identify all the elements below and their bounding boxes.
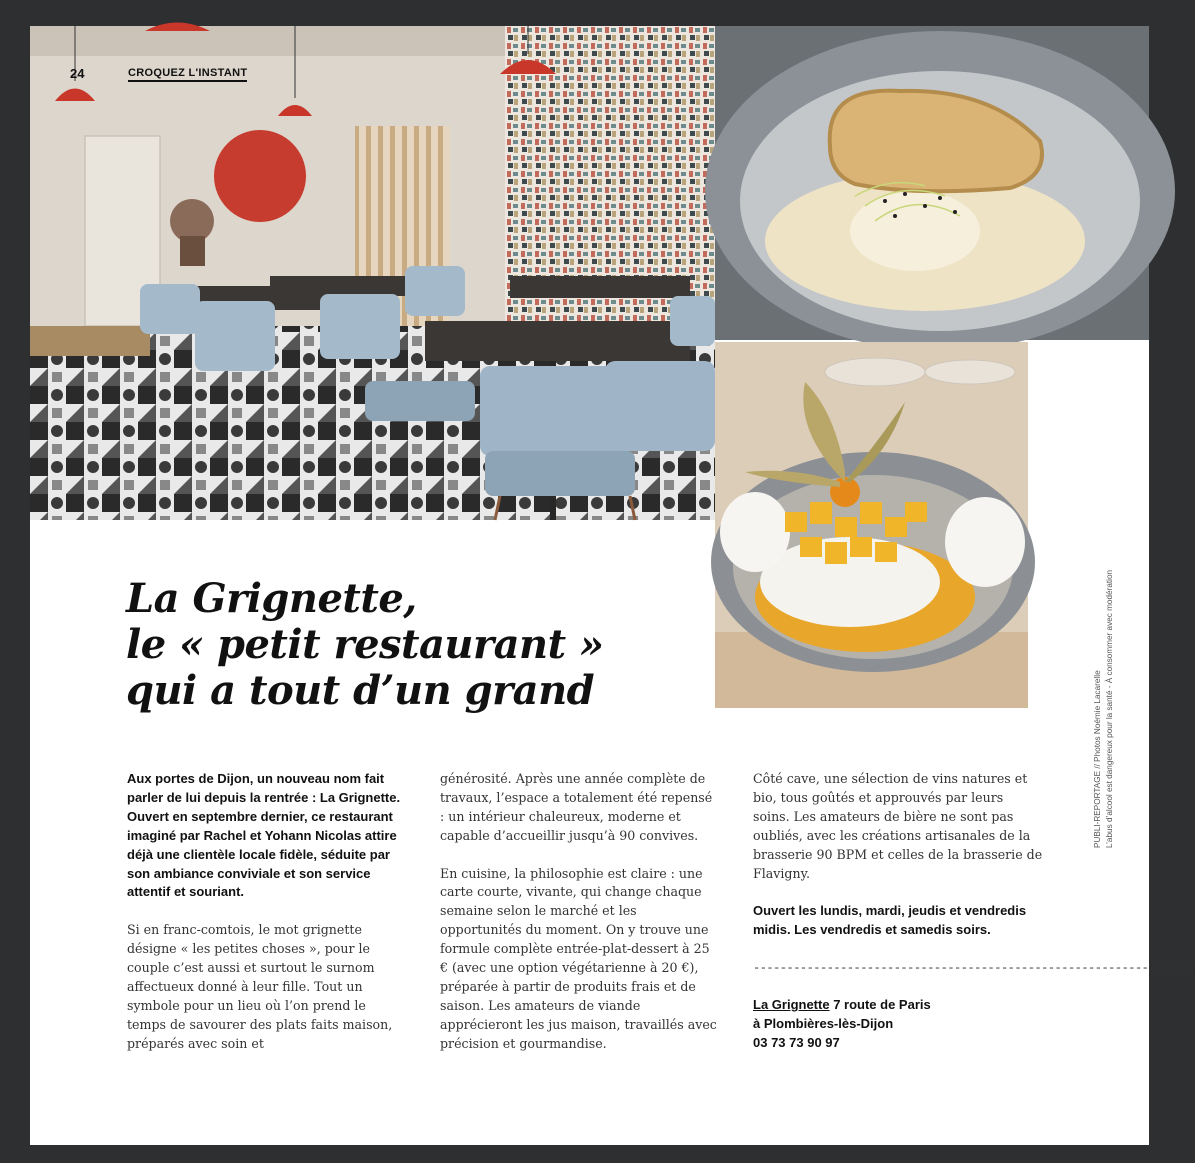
soup-dish-photo (715, 26, 1149, 340)
headline-line-3: qui a tout d’un grand (126, 667, 595, 714)
page-number: 24 (70, 66, 85, 81)
article-intro: Aux portes de Dijon, un nouveau nom fait parler de lui depuis la rentrée : La Grignette. Ouvert en septembre dernier, ce restaurant imaginé par Rachel et Yohann Nicolas attire déjà une clientèle locale fidèle, séduite par son ambiance conviviale et son service attentif et souriant. (127, 771, 401, 900)
restaurant-interior-photo (30, 26, 715, 520)
opening-hours: Ouvert les lundis, mardi, jeudis et vendredis midis. Les vendredis et samedis soirs. (753, 903, 1027, 938)
address-street: 7 route de Paris (829, 996, 931, 1012)
headline-line-2: le « petit restaurant » (126, 621, 604, 668)
headline-line-1: La Grignette, (126, 575, 417, 622)
article-column-2 (440, 770, 720, 1072)
article-paragraph: Côté cave, une sélection de vins natures et bio, tous goûtés et approuvés par leurs soins. Les amateurs de bière ne sont pas oubliés, avec les créations artisanales de la brasserie 90 BPM et celles de la brasserie de Flavigny. (753, 771, 1043, 881)
address-city: à Plombières-lès-Dijon (753, 1015, 894, 1031)
article-column-3 (753, 770, 1195, 1072)
article-paragraph: Si en franc-comtois, le mot grignette désigne « les petites choses », pour le couple c’est aussi et surtout le surnom affectueux donné à leur fille. Tout un symbole pour un lieu où l’on prend le temps de savourer des plats faits maison, préparés avec soin et (127, 922, 393, 1051)
credits-line-2: L’abus d’alcool est dangereux pour la santé - À consommer avec modération (1105, 569, 1114, 848)
restaurant-name-link[interactable]: La Grignette (753, 996, 830, 1012)
section-label: CROQUEZ L'INSTANT (128, 67, 247, 82)
article-column-1 (127, 770, 407, 1072)
magazine-page (30, 26, 1195, 1145)
article-paragraph: En cuisine, la philosophie est claire : une carte courte, vivante, qui change chaque semaine selon le marché et les opportunités du moment. On y trouve une formule complète entrée-plat-dessert à 25 € (avec une option végétarienne à 20 €), préparée à partir de produits frais et de saison. Les amateurs de viande apprécieront les jus maison, travaillés avec précision et gourmandise. (440, 865, 717, 1051)
address-block (753, 996, 1043, 1053)
phone-number: 03 73 73 90 97 (753, 1034, 840, 1050)
article-headline (126, 576, 603, 714)
article-paragraph: générosité. Après une année complète de travaux, l’espace a totalement été repensé : un intérieur chaleureux, moderne et capable d’accueillir jusqu’à 90 convives. (440, 771, 713, 843)
photo-credits (1092, 548, 1122, 848)
credits-line-1: PUBLI-REPORTAGE // Photos Noémie Lacarelle (1093, 670, 1102, 848)
dashed-divider: ------------------------------------------------------------------ (753, 961, 1195, 976)
dessert-photo (715, 342, 1028, 708)
